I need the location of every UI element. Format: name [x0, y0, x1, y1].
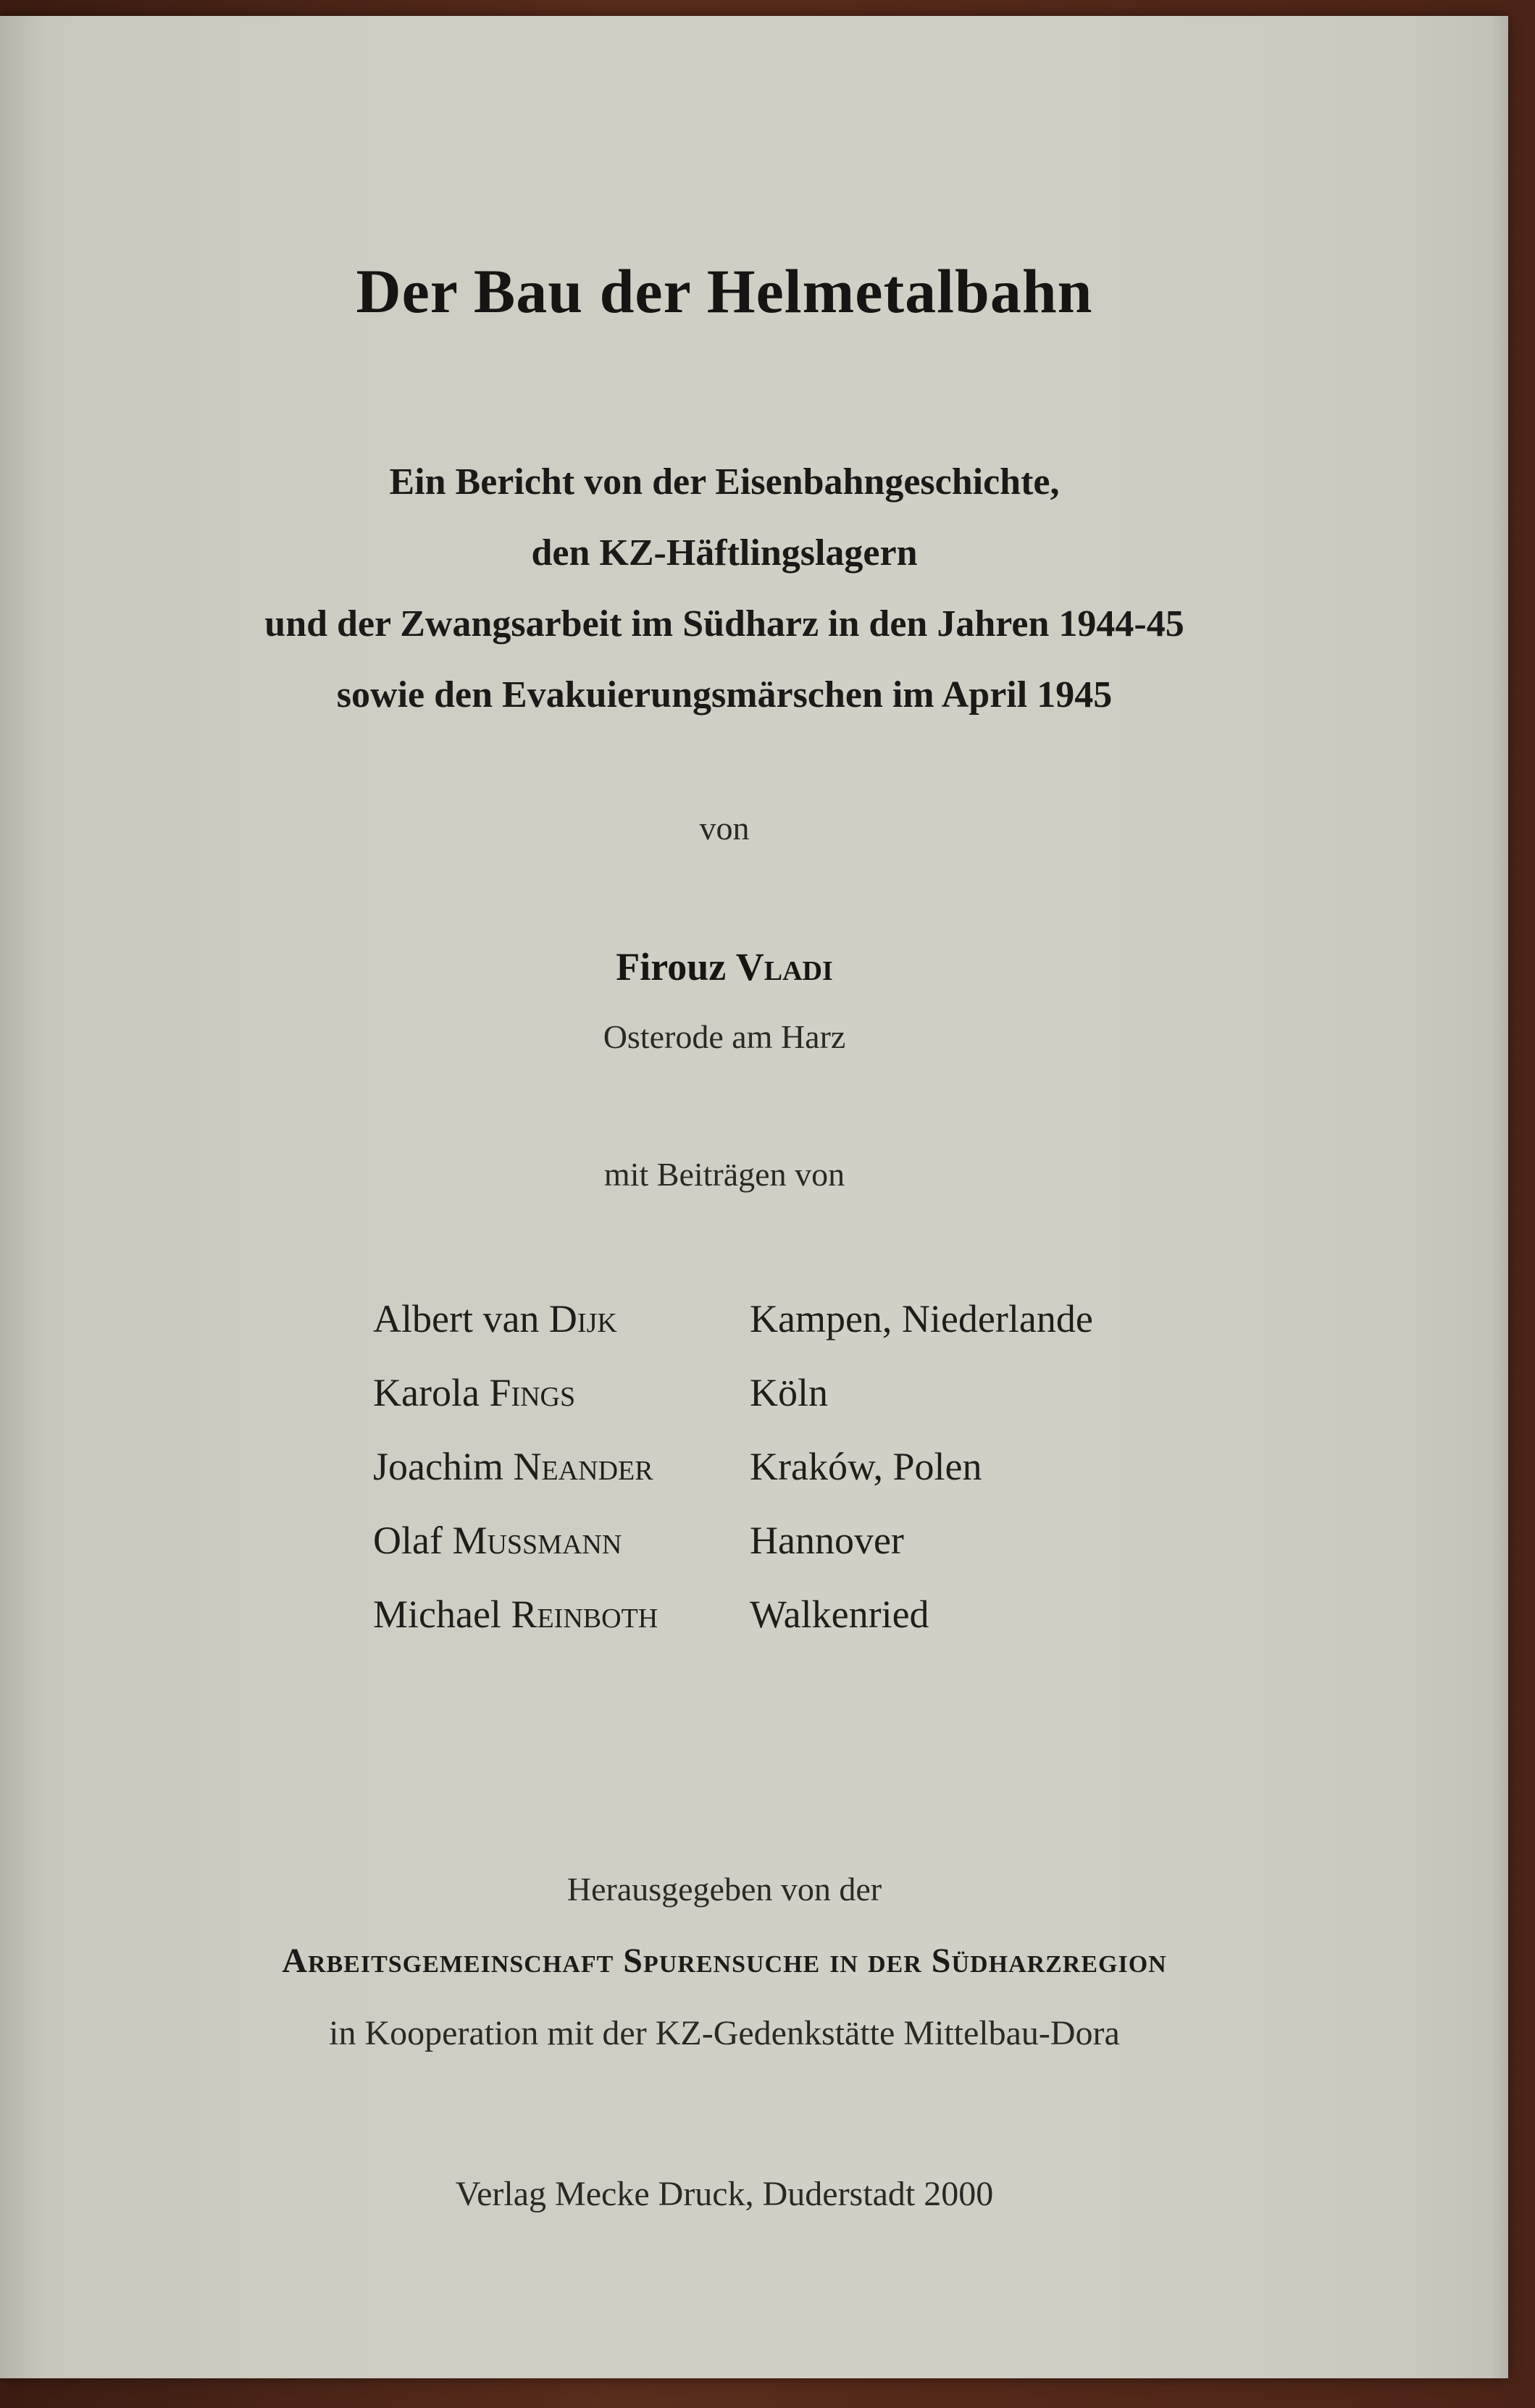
contributor-name: Karola Fings: [373, 1371, 576, 1414]
contributor-place: Walkenried: [750, 1593, 929, 1636]
contributor-name: Michael Reinboth: [373, 1593, 658, 1636]
subtitle-line: den KZ-Häftlingslagern: [531, 532, 918, 574]
cooperation-line: in Kooperation mit der KZ-Gedenkstätte Mittelbau-Dora: [329, 2014, 1120, 2052]
title-page: [0, 16, 1508, 2378]
subtitle-line: Ein Bericht von der Eisenbahngeschichte,: [389, 461, 1060, 503]
contributor-place: Köln: [750, 1371, 828, 1414]
by-label: von: [699, 810, 750, 847]
author-place: Osterode am Harz: [603, 1018, 846, 1055]
book-title: Der Bau der Helmetalbahn: [356, 256, 1093, 326]
editor-label: Herausgegeben von der: [566, 1871, 882, 1908]
contributor-name: Albert van Dijk: [373, 1297, 617, 1341]
contributions-heading: mit Beiträgen von: [603, 1156, 845, 1193]
author-first-name: Firouz: [616, 945, 727, 989]
contributor-place: Kraków, Polen: [750, 1445, 982, 1488]
subtitle-line: und der Zwangsarbeit im Südharz in den Jahren 1944-45: [264, 603, 1184, 645]
publisher-line: Verlag Mecke Druck, Duderstadt 2000: [455, 2175, 994, 2213]
contributor-name: Olaf Mussmann: [373, 1519, 622, 1562]
editor-organization: Arbeitsgemeinschaft Spurensuche in der Südharzregion: [282, 1942, 1167, 1980]
contributor-name: Joachim Neander: [373, 1445, 653, 1488]
contributor-place: Kampen, Niederlande: [750, 1297, 1093, 1341]
author-last-name: Vladi: [735, 945, 833, 989]
author-name: [0, 944, 1449, 989]
contributor-place: Hannover: [750, 1519, 904, 1562]
subtitle-line: sowie den Evakuierungsmärschen im April 1945: [336, 674, 1113, 716]
book-subtitle: [0, 447, 1449, 731]
